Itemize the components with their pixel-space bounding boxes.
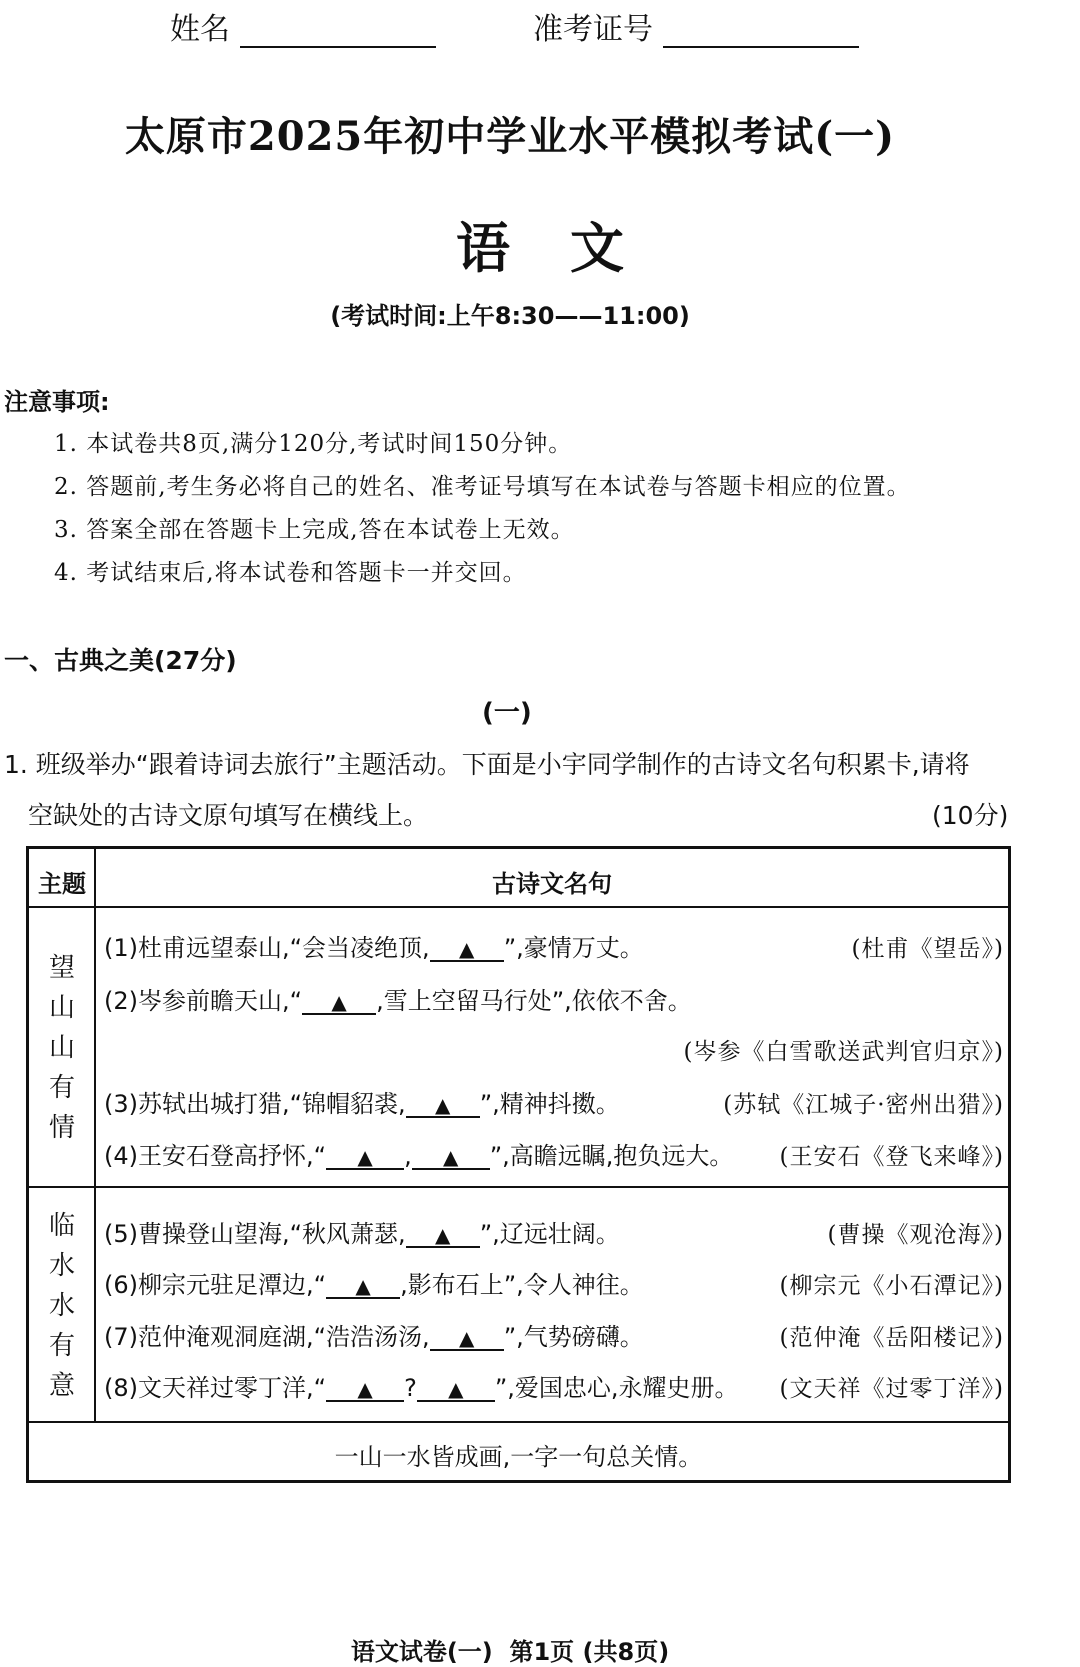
exam-time: (考试时间:上午8:30——11:00): [330, 302, 690, 330]
table-header-theme: 主题: [38, 870, 86, 898]
note-item: 2. 答题前,考生务必将自己的姓名、准考证号填写在本试卷与答题卡相应的位置。: [54, 474, 911, 500]
row-source: (文天祥《过零丁洋》): [779, 1376, 1004, 1402]
row-source: (范仲淹《岳阳楼记》): [779, 1325, 1004, 1351]
notes-heading: 注意事项:: [4, 388, 110, 416]
row-source: (杜甫《望岳》): [851, 936, 1004, 962]
note-item: 1. 本试卷共8页,满分120分,考试时间150分钟。: [54, 431, 573, 457]
row-source: (苏轼《江城子·密州出猎》): [723, 1092, 1004, 1118]
note-item: 4. 考试结束后,将本试卷和答题卡一并交回。: [54, 560, 527, 586]
exam-number-line: [663, 18, 859, 48]
answer-blank: ▲: [406, 1094, 480, 1118]
answer-blank: ▲: [417, 1378, 495, 1402]
answer-blank: ▲: [326, 1378, 404, 1402]
answer-blank: ▲: [302, 991, 376, 1015]
table-row: (7)范仲淹观洞庭湖,“浩浩汤汤, ▲ ”,气势磅礴。: [104, 1323, 644, 1351]
row-source: (王安石《登飞来峰》): [779, 1144, 1004, 1170]
question-1-line-2: 空缺处的古诗文原句填写在横线上。: [28, 801, 429, 830]
table-row: (8)文天祥过零丁洋,“ ▲ ? ▲ ”,爱国忠心,永耀史册。: [104, 1374, 739, 1402]
table-row: (1)杜甫远望泰山,“会当凌绝顶, ▲ ”,豪情万丈。: [104, 934, 644, 962]
sub-section-marker: (一): [482, 698, 532, 728]
answer-blank: ▲: [326, 1146, 404, 1170]
table-header-lines: 古诗文名句: [492, 870, 612, 898]
name-label: 姓名: [170, 12, 230, 47]
theme-group-1: 望 山 山 有 情: [48, 953, 75, 1143]
exam-title: 太原市2025年初中学业水平模拟考试(一): [124, 113, 896, 160]
answer-blank: ▲: [430, 1327, 504, 1351]
answer-blank: ▲: [406, 1224, 480, 1248]
answer-blank: ▲: [430, 938, 504, 962]
subject-title: 语文: [456, 216, 684, 280]
name-line: [240, 18, 436, 48]
row-source: (岑参《白雪歌送武判官归京》): [683, 1039, 1004, 1065]
page-footer: 语文试卷(一) 第1页 (共8页): [350, 1638, 670, 1666]
question-1-line-1: 1. 班级举办“跟着诗词去旅行”主题活动。下面是小宇同学制作的古诗文名句积累卡,请将: [4, 750, 970, 779]
answer-blank: ▲: [412, 1146, 490, 1170]
table-row: (2)岑参前瞻天山,“ ▲ ,雪上空留马行处”,依依不舍。: [104, 987, 692, 1015]
name-field: [170, 4, 436, 48]
table-row: (4)王安石登高抒怀,“ ▲ , ▲ ”,高瞻远瞩,抱负远大。: [104, 1142, 734, 1170]
theme-group-2: 临 水 水 有 意: [48, 1211, 75, 1401]
row-source: (柳宗元《小石潭记》): [779, 1273, 1004, 1299]
exam-number-label: 准考证号: [533, 12, 653, 47]
table-row: (3)苏轼出城打猎,“锦帽貂裘, ▲ ”,精神抖擞。: [104, 1090, 620, 1118]
row-source: (曹操《观沧海》): [827, 1222, 1004, 1248]
exam-number-field: [533, 4, 859, 48]
table-footer-line: 一山一水皆成画,一字一句总关情。: [334, 1443, 703, 1471]
table-row: (5)曹操登山望海,“秋风萧瑟, ▲ ”,辽远壮阔。: [104, 1220, 620, 1248]
note-item: 3. 答案全部在答题卡上完成,答在本试卷上无效。: [54, 517, 575, 543]
answer-blank: ▲: [326, 1275, 400, 1299]
section-heading: 一、古典之美(27分): [4, 646, 237, 675]
question-1-score: (10分): [932, 801, 1009, 830]
table-row: (6)柳宗元驻足潭边,“ ▲ ,影布石上”,令人神往。: [104, 1271, 644, 1299]
